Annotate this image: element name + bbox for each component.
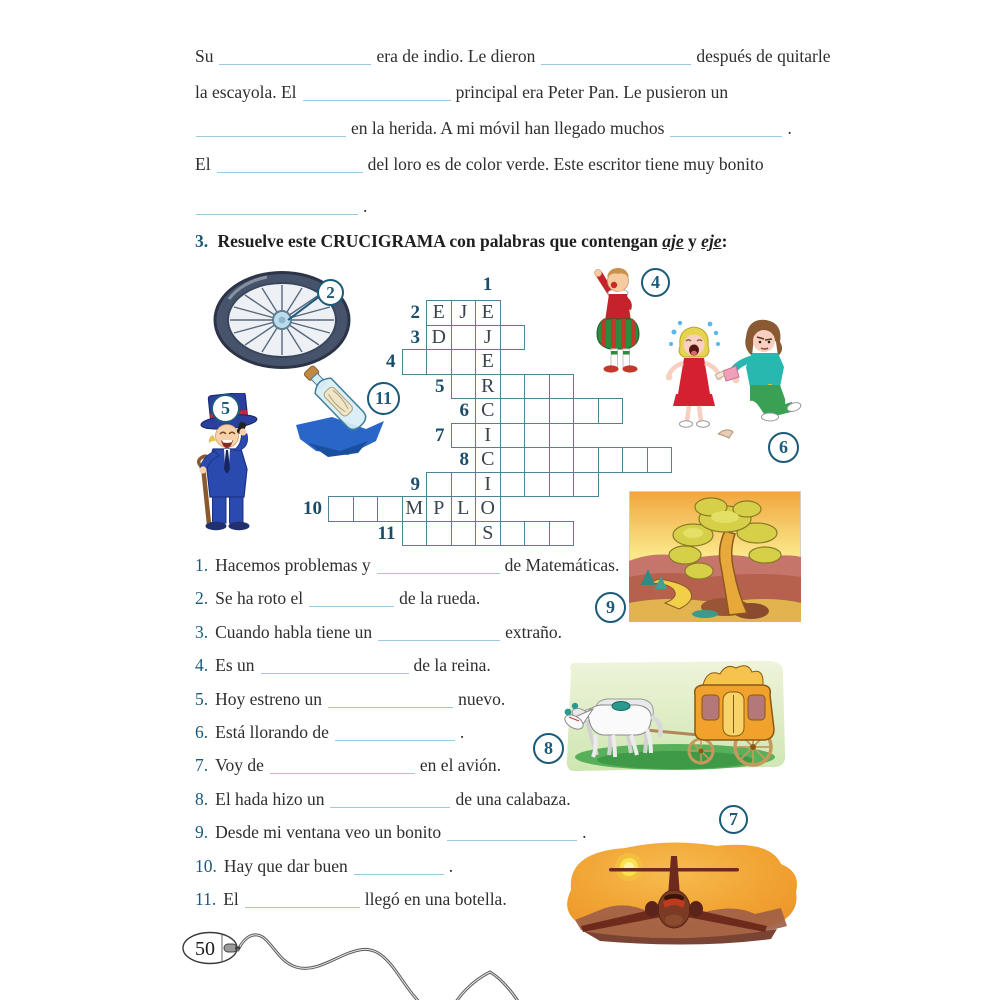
crossword-row-number: 9 [410, 473, 420, 495]
text-fragment: . [582, 822, 587, 843]
crossword-cell[interactable] [500, 398, 526, 424]
text-fragment: era de indio. Le dieron [376, 46, 536, 66]
crossword-cell-filled[interactable]: E [426, 300, 452, 326]
clue-item [195, 616, 695, 649]
crossword-cell[interactable] [451, 325, 477, 351]
crossword-row-number: 3 [410, 326, 420, 348]
fill-in-blank[interactable] [245, 892, 360, 908]
fill-in-blank[interactable] [330, 792, 450, 808]
crossword-cell[interactable] [451, 521, 477, 547]
text-fragment: después de quitarle [696, 46, 831, 66]
text-fragment: . [363, 196, 368, 216]
crossword-cell[interactable] [451, 374, 477, 400]
crossword-row-number: 2 [410, 302, 420, 323]
crossword-cell[interactable] [328, 496, 354, 522]
text-fragment: Voy de [215, 755, 264, 776]
text-fragment: Hay que dar buen [223, 855, 348, 876]
clue-item [195, 683, 695, 716]
fill-in-blank[interactable] [378, 625, 500, 641]
text-fragment: Se ha roto el [215, 588, 304, 609]
crossword-cell-filled[interactable]: J [451, 300, 477, 326]
crossword-cell[interactable] [500, 521, 526, 547]
fill-in-blank[interactable] [270, 758, 415, 774]
intro-line [195, 38, 831, 74]
clue-number: 6. [195, 721, 209, 742]
exercise-keyword-aje: aje [662, 231, 684, 251]
crossword-cell-filled[interactable]: C [475, 447, 501, 473]
text-fragment: El hada hizo un [215, 788, 325, 809]
crossword-cell[interactable] [353, 496, 379, 522]
fill-in-blank[interactable] [335, 725, 455, 741]
crossword-cell[interactable] [549, 472, 575, 498]
clue-number: 4. [195, 655, 209, 676]
crossword-cell[interactable] [377, 496, 403, 522]
clue-number: 1. [195, 555, 209, 575]
text-fragment: de la reina. [413, 655, 491, 676]
crossword-cell-filled[interactable]: I [475, 472, 501, 498]
fill-in-blank[interactable] [217, 157, 363, 173]
exercise-colon: : [721, 231, 728, 251]
crossword-cell[interactable] [524, 423, 550, 449]
figure-badge-5: 5 [211, 394, 240, 423]
text-fragment: llegó en una botella. [364, 888, 507, 909]
exercise-heading [195, 228, 727, 254]
text-fragment: extraño. [505, 621, 562, 642]
crossword-cell[interactable] [549, 374, 575, 400]
exercise-conjunction: y [688, 231, 697, 251]
text-fragment: Desde mi ventana veo un bonito [215, 822, 442, 843]
figure-badge-9: 9 [595, 592, 626, 623]
fill-in-blank[interactable] [196, 199, 358, 215]
clue-number: 5. [195, 688, 209, 709]
figure-badge-2: 2 [317, 279, 344, 306]
crossword-cell-filled[interactable]: L [451, 496, 477, 522]
crossword-cell[interactable] [451, 472, 477, 498]
crossword-cell-filled[interactable]: J [475, 325, 501, 351]
clue-number: 8. [195, 788, 209, 809]
crossword-cell[interactable] [402, 521, 428, 547]
crossword-cell[interactable] [500, 472, 526, 498]
text-fragment: . [787, 118, 792, 138]
text-fragment: en la herida. A mi móvil han llegado muchos [351, 118, 665, 138]
clue-number: 11. [195, 888, 217, 909]
fill-in-blank[interactable] [309, 591, 394, 607]
crossword-cell[interactable] [500, 423, 526, 449]
crossword-cell[interactable] [402, 349, 428, 375]
figure-badge-4: 4 [641, 268, 670, 297]
crossword-row-number: 6 [459, 400, 469, 421]
crossword-cell-filled[interactable]: D [426, 325, 452, 351]
crossword-cell[interactable] [426, 349, 452, 375]
fill-in-blank[interactable] [196, 121, 346, 137]
text-fragment: . [448, 855, 454, 876]
clue-number: 10. [195, 855, 217, 876]
crossword-cell[interactable] [524, 447, 550, 473]
clue-number: 9. [195, 822, 209, 843]
crossword-cell[interactable] [622, 447, 648, 473]
fill-in-blank[interactable] [670, 121, 782, 137]
crossword-cell-filled[interactable]: I [475, 423, 501, 449]
figure-badge-6: 6 [768, 432, 799, 463]
text-fragment: de una calabaza. [455, 788, 571, 809]
crossword-cell[interactable] [549, 398, 575, 424]
crossword-cell-filled[interactable]: P [426, 496, 452, 522]
text-fragment: principal era Peter Pan. Le pusieron un [455, 82, 729, 102]
figure-badge-11: 11 [367, 382, 400, 415]
text-fragment: El [195, 154, 211, 174]
crossword-cell[interactable] [598, 447, 624, 473]
crossword-row-number: 7 [435, 424, 445, 446]
exercise-keyword-eje: eje [701, 231, 722, 251]
footer-decoration [178, 924, 558, 1000]
text-fragment: Es un [215, 655, 255, 676]
clue-item [195, 883, 695, 916]
fill-in-blank[interactable] [377, 558, 500, 574]
crossword-cell-filled[interactable]: O [475, 496, 501, 522]
crossword-cell[interactable] [549, 447, 575, 473]
crossword-cell[interactable] [500, 447, 526, 473]
crossword-row-number: 11 [377, 522, 396, 544]
clue-item [195, 716, 695, 749]
crossword-cell-filled[interactable]: E [475, 300, 501, 326]
crossword-cell-filled[interactable]: R [475, 374, 501, 400]
crossword-cell-filled[interactable]: C [475, 398, 501, 424]
fill-in-blank[interactable] [303, 85, 451, 101]
text-fragment: El [223, 888, 239, 909]
crossword-cell[interactable] [524, 374, 550, 400]
intro-line [195, 74, 815, 110]
text-fragment: del loro es de color verde. Este escritor tiene muy bonito [367, 154, 764, 174]
text-fragment: de Matemáticas. [504, 555, 620, 575]
clue-number: 7. [195, 755, 209, 776]
intro-line [195, 188, 815, 224]
exercise-number: 3. [195, 231, 209, 251]
crossword-row-number: 10 [303, 498, 322, 519]
crossword-cell[interactable] [451, 349, 477, 375]
crossword-row-number: 8 [459, 449, 469, 470]
crossword-cell[interactable] [524, 521, 550, 547]
figure-badge-7: 7 [719, 805, 748, 834]
crossword-cell[interactable] [549, 521, 575, 547]
clue-item [195, 649, 695, 682]
crossword-cell[interactable] [500, 374, 526, 400]
crossword-row-number: 5 [435, 375, 445, 397]
crossword-cell[interactable] [573, 472, 599, 498]
text-fragment: nuevo. [458, 688, 506, 709]
page-number: 50 [195, 938, 215, 960]
crossword-cell[interactable] [573, 398, 599, 424]
crossword-cell[interactable] [647, 447, 673, 473]
clue-number: 3. [195, 621, 209, 642]
fill-in-blank[interactable] [261, 658, 409, 674]
clue-item [195, 850, 695, 883]
fill-in-blank[interactable] [354, 859, 444, 875]
crossword-cell[interactable] [500, 325, 526, 351]
clue-item [195, 816, 695, 849]
crossword-cell-filled[interactable]: S [475, 521, 501, 547]
fill-in-blank[interactable] [447, 825, 577, 841]
text-fragment: Hoy estreno un [215, 688, 323, 709]
clue-item [195, 749, 695, 782]
fill-in-blank[interactable] [541, 49, 691, 65]
crossword-cell[interactable] [426, 472, 452, 498]
crossword-cell[interactable] [524, 398, 550, 424]
crossword-cell[interactable] [598, 398, 624, 424]
text-fragment: la escayola. El [195, 82, 297, 102]
text-fragment: Cuando habla tiene un [215, 621, 373, 642]
crossword-number-1: 1 [482, 274, 493, 295]
text-fragment: Está llorando de [215, 721, 329, 742]
text-fragment: de la rueda. [399, 588, 481, 609]
crossword-cell-filled[interactable]: M [402, 496, 428, 522]
clue-number: 2. [195, 588, 209, 609]
intro-paragraph [195, 38, 831, 224]
text-fragment: Su [195, 46, 214, 66]
text-fragment: Hacemos problemas y [215, 555, 371, 575]
crossword-cell[interactable] [549, 423, 575, 449]
crossword-cell[interactable] [524, 472, 550, 498]
intro-line [195, 146, 815, 182]
message-bottle-illustration [288, 363, 392, 472]
clue-item [195, 783, 695, 816]
intro-line [195, 110, 815, 146]
clue-item [195, 549, 695, 582]
crossword-cell-filled[interactable]: E [475, 349, 501, 375]
exercise-title: Resuelve este CRUCIGRAMA con palabras que contengan [217, 231, 658, 251]
crossword-cell[interactable] [451, 423, 477, 449]
crossword-row-number: 4 [386, 351, 396, 372]
fill-in-blank[interactable] [328, 692, 453, 708]
text-fragment: en el avión. [419, 755, 502, 776]
figure-badge-8: 8 [533, 733, 564, 764]
crossword-cell[interactable] [573, 447, 599, 473]
text-fragment: . [459, 721, 465, 742]
cable-line [238, 935, 532, 1000]
crossword-cell[interactable] [426, 521, 452, 547]
fill-in-blank[interactable] [219, 49, 371, 65]
